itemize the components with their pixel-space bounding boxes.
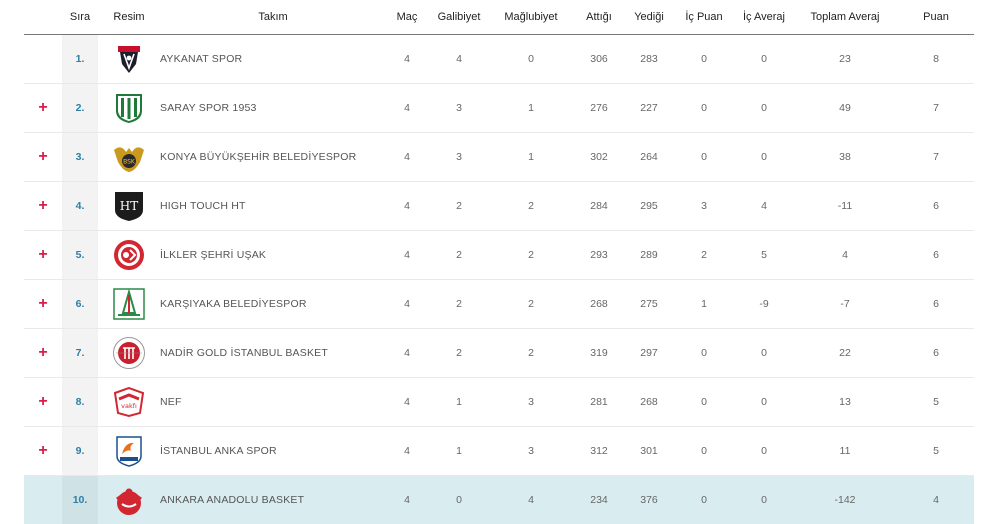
- galibiyet-cell: 4: [428, 35, 490, 84]
- ic-puan-cell: 3: [672, 182, 736, 231]
- team-name-link[interactable]: İSTANBUL ANKA SPOR: [160, 427, 386, 476]
- logo-cell: [98, 182, 160, 231]
- galibiyet-cell: 2: [428, 329, 490, 378]
- toplam-averaj-cell: 23: [792, 35, 898, 84]
- toplam-averaj-cell: 22: [792, 329, 898, 378]
- expand-cell-empty: [24, 35, 62, 84]
- rank-cell: 10.: [62, 476, 98, 524]
- header-takim[interactable]: Takım: [160, 0, 386, 35]
- expand-row-button[interactable]: +: [24, 231, 62, 280]
- ic-averaj-cell: 0: [736, 35, 792, 84]
- nadir-gold-logo-icon: [112, 336, 146, 370]
- header-expand: [24, 0, 62, 35]
- maglubiyet-cell: 2: [490, 182, 572, 231]
- team-name-link[interactable]: HIGH TOUCH HT: [160, 182, 386, 231]
- puan-cell: 5: [898, 378, 974, 427]
- logo-cell: [98, 133, 160, 182]
- attigi-cell: 319: [572, 329, 626, 378]
- puan-cell: 5: [898, 427, 974, 476]
- toplam-averaj-cell: 38: [792, 133, 898, 182]
- svg-text:vakfı: vakfı: [121, 402, 137, 410]
- table-row[interactable]: [24, 182, 974, 231]
- maglubiyet-cell: 4: [490, 476, 572, 524]
- maglubiyet-cell: 3: [490, 427, 572, 476]
- standings-table-container: [24, 0, 974, 524]
- ilkler-sehri-usak-logo-icon: [112, 238, 146, 272]
- puan-cell: 6: [898, 182, 974, 231]
- attigi-cell: 268: [572, 280, 626, 329]
- toplam-averaj-cell: -11: [792, 182, 898, 231]
- yedigi-cell: 297: [626, 329, 672, 378]
- toplam-averaj-cell: -7: [792, 280, 898, 329]
- header-puan[interactable]: Puan: [898, 0, 974, 35]
- ic-averaj-cell: 0: [736, 133, 792, 182]
- mac-cell: 4: [386, 231, 428, 280]
- ic-puan-cell: 0: [672, 476, 736, 524]
- mac-cell: 4: [386, 476, 428, 524]
- header-galibiyet[interactable]: Galibiyet: [428, 0, 490, 35]
- mac-cell: 4: [386, 427, 428, 476]
- yedigi-cell: 227: [626, 84, 672, 133]
- ic-averaj-cell: 0: [736, 476, 792, 524]
- toplam-averaj-cell: 49: [792, 84, 898, 133]
- ic-puan-cell: 0: [672, 427, 736, 476]
- maglubiyet-cell: 2: [490, 280, 572, 329]
- ic-puan-cell: 0: [672, 133, 736, 182]
- galibiyet-cell: 2: [428, 182, 490, 231]
- mac-cell: 4: [386, 329, 428, 378]
- yedigi-cell: 289: [626, 231, 672, 280]
- rank-cell: 5.: [62, 231, 98, 280]
- ic-puan-cell: 1: [672, 280, 736, 329]
- expand-row-button[interactable]: +: [24, 427, 62, 476]
- puan-cell: 6: [898, 280, 974, 329]
- team-name-link[interactable]: NADİR GOLD İSTANBUL BASKET: [160, 329, 386, 378]
- team-name-link[interactable]: SARAY SPOR 1953: [160, 84, 386, 133]
- galibiyet-cell: 3: [428, 84, 490, 133]
- puan-cell: 7: [898, 133, 974, 182]
- table-row[interactable]: [24, 329, 974, 378]
- rank-cell: 4.: [62, 182, 98, 231]
- puan-cell: 8: [898, 35, 974, 84]
- mac-cell: 4: [386, 84, 428, 133]
- ic-puan-cell: 0: [672, 378, 736, 427]
- header-ic-averaj[interactable]: İç Averaj: [736, 0, 792, 35]
- ic-puan-cell: 0: [672, 329, 736, 378]
- header-mac[interactable]: Maç: [386, 0, 428, 35]
- attigi-cell: 234: [572, 476, 626, 524]
- yedigi-cell: 283: [626, 35, 672, 84]
- logo-cell: [98, 231, 160, 280]
- mac-cell: 4: [386, 35, 428, 84]
- high-touch-logo-icon: [112, 189, 146, 223]
- yedigi-cell: 275: [626, 280, 672, 329]
- mac-cell: 4: [386, 133, 428, 182]
- header-yedigi[interactable]: Yediği: [626, 0, 672, 35]
- svg-text:BSK: BSK: [123, 158, 135, 166]
- ic-puan-cell: 0: [672, 35, 736, 84]
- galibiyet-cell: 2: [428, 231, 490, 280]
- logo-cell: [98, 476, 160, 524]
- rank-cell: 8.: [62, 378, 98, 427]
- team-name-link[interactable]: AYKANAT SPOR: [160, 35, 386, 84]
- attigi-cell: 284: [572, 182, 626, 231]
- galibiyet-cell: 1: [428, 378, 490, 427]
- maglubiyet-cell: 2: [490, 329, 572, 378]
- table-row[interactable]: [24, 231, 974, 280]
- logo-cell: [98, 378, 160, 427]
- konya-bsb-logo-icon: [112, 140, 146, 174]
- mac-cell: 4: [386, 378, 428, 427]
- header-maglubiyet[interactable]: Mağlubiyet: [490, 0, 572, 35]
- maglubiyet-cell: 2: [490, 231, 572, 280]
- saray-spor-logo-icon: [112, 91, 146, 125]
- table-row[interactable]: [24, 476, 974, 524]
- rank-cell: 6.: [62, 280, 98, 329]
- ic-averaj-cell: 0: [736, 329, 792, 378]
- attigi-cell: 306: [572, 35, 626, 84]
- header-ic-puan[interactable]: İç Puan: [672, 0, 736, 35]
- header-resim: Resim: [98, 0, 160, 35]
- toplam-averaj-cell: 11: [792, 427, 898, 476]
- expand-row-button[interactable]: +: [24, 133, 62, 182]
- mac-cell: 4: [386, 182, 428, 231]
- ankara-anadolu-logo-icon: [112, 483, 146, 517]
- galibiyet-cell: 2: [428, 280, 490, 329]
- mac-cell: 4: [386, 280, 428, 329]
- table-row[interactable]: [24, 427, 974, 476]
- logo-cell: [98, 329, 160, 378]
- ic-puan-cell: 0: [672, 84, 736, 133]
- svg-text:HT: HT: [119, 199, 139, 213]
- aykanat-spor-logo-icon: [112, 42, 146, 76]
- logo-cell: [98, 84, 160, 133]
- expand-row-button[interactable]: +: [24, 280, 62, 329]
- table-row[interactable]: [24, 35, 974, 84]
- attigi-cell: 293: [572, 231, 626, 280]
- expand-row-button[interactable]: +: [24, 329, 62, 378]
- maglubiyet-cell: 0: [490, 35, 572, 84]
- attigi-cell: 312: [572, 427, 626, 476]
- header-sira[interactable]: Sıra: [62, 0, 98, 35]
- logo-cell: [98, 280, 160, 329]
- puan-cell: 4: [898, 476, 974, 524]
- maglubiyet-cell: 3: [490, 378, 572, 427]
- expand-cell-empty: [24, 476, 62, 524]
- istanbul-anka-logo-icon: [112, 434, 146, 468]
- expand-row-button[interactable]: +: [24, 182, 62, 231]
- toplam-averaj-cell: -142: [792, 476, 898, 524]
- expand-row-button[interactable]: +: [24, 378, 62, 427]
- rank-cell: 2.: [62, 84, 98, 133]
- standings-table: [24, 0, 974, 524]
- attigi-cell: 276: [572, 84, 626, 133]
- toplam-averaj-cell: 13: [792, 378, 898, 427]
- maglubiyet-cell: 1: [490, 133, 572, 182]
- ic-averaj-cell: 4: [736, 182, 792, 231]
- galibiyet-cell: 0: [428, 476, 490, 524]
- logo-cell: [98, 427, 160, 476]
- expand-row-button[interactable]: +: [24, 84, 62, 133]
- karsiyaka-bld-logo-icon: [112, 287, 146, 321]
- team-name-link[interactable]: KONYA BÜYÜKŞEHİR BELEDİYESPOR: [160, 133, 386, 182]
- ic-averaj-cell: -9: [736, 280, 792, 329]
- yedigi-cell: 264: [626, 133, 672, 182]
- rank-cell: 7.: [62, 329, 98, 378]
- logo-cell: [98, 35, 160, 84]
- puan-cell: 7: [898, 84, 974, 133]
- team-name-link[interactable]: İLKLER ŞEHRİ UŞAK: [160, 231, 386, 280]
- yedigi-cell: 295: [626, 182, 672, 231]
- ic-averaj-cell: 0: [736, 84, 792, 133]
- attigi-cell: 302: [572, 133, 626, 182]
- puan-cell: 6: [898, 231, 974, 280]
- yedigi-cell: 376: [626, 476, 672, 524]
- toplam-averaj-cell: 4: [792, 231, 898, 280]
- table-header-row: [24, 0, 974, 35]
- maglubiyet-cell: 1: [490, 84, 572, 133]
- header-attigi[interactable]: Attığı: [572, 0, 626, 35]
- galibiyet-cell: 3: [428, 133, 490, 182]
- galibiyet-cell: 1: [428, 427, 490, 476]
- table-row[interactable]: [24, 280, 974, 329]
- team-name-link[interactable]: ANKARA ANADOLU BASKET: [160, 476, 386, 524]
- rank-cell: 3.: [62, 133, 98, 182]
- header-toplam-averaj[interactable]: Toplam Averaj: [792, 0, 898, 35]
- team-name-link[interactable]: KARŞIYAKA BELEDİYESPOR: [160, 280, 386, 329]
- rank-cell: 1.: [62, 35, 98, 84]
- nef-vakfi-logo-icon: [112, 385, 146, 419]
- team-name-link[interactable]: NEF: [160, 378, 386, 427]
- puan-cell: 6: [898, 329, 974, 378]
- ic-averaj-cell: 5: [736, 231, 792, 280]
- ic-averaj-cell: 0: [736, 427, 792, 476]
- attigi-cell: 281: [572, 378, 626, 427]
- ic-puan-cell: 2: [672, 231, 736, 280]
- yedigi-cell: 268: [626, 378, 672, 427]
- ic-averaj-cell: 0: [736, 378, 792, 427]
- table-row[interactable]: [24, 378, 974, 427]
- table-row[interactable]: [24, 133, 974, 182]
- rank-cell: 9.: [62, 427, 98, 476]
- yedigi-cell: 301: [626, 427, 672, 476]
- table-row[interactable]: [24, 84, 974, 133]
